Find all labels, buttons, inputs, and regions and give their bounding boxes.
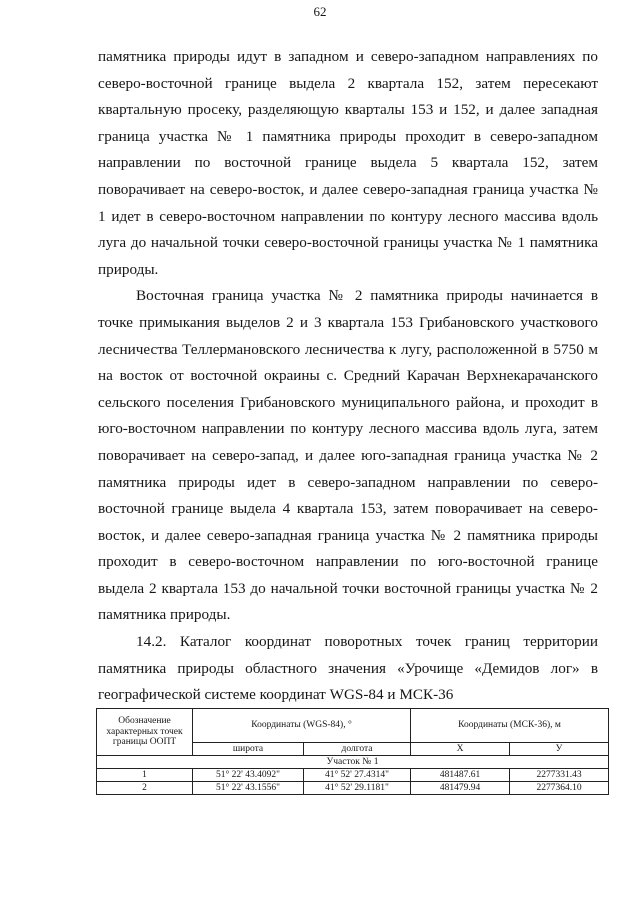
section-heading-14-2: 14.2. Каталог координат поворотных точек границ территории памятника природы областного значения «Урочище «Демидов лог» в географической системе координат WGS-84 и МСК-36	[98, 633, 598, 704]
subheader-lon: долгота	[304, 743, 411, 756]
cell-point: 1	[97, 769, 193, 782]
header-point: Обозначение характерных точек границы ООПТ	[97, 709, 193, 756]
subheader-y: У	[510, 743, 609, 756]
cell-lat: 51° 22' 43.1556"	[193, 782, 304, 795]
coordinates-table	[96, 708, 609, 795]
cell-lon: 41° 52' 27.4314"	[304, 769, 411, 782]
cell-x: 481487.61	[411, 769, 510, 782]
cell-point: 2	[97, 782, 193, 795]
table-header-row	[97, 709, 609, 743]
paragraph-continuation: памятника природы идут в западном и северо-западном направлениях по северо-восточной границе выдела 2 квартала 152, затем пересекают квартальную просеку, разделяющую кварталы 153 и 152, и далее западная граница участка № 1 памятника природы проходит в северо-западном направлении по восточной границе выдела 5 квартала 152, затем поворачивает на северо-восток, и далее северо-западная граница участка № 1 идет в северо-восточном направлении по контуру лесного массива вдоль луга до начальной точки северо-восточной границы участка № 1 памятника природы.	[98, 48, 598, 278]
body-text	[98, 44, 598, 709]
paragraph-east-boundary: Восточная граница участка № 2 памятника природы начинается в точке примыкания выделов 2 и 3 квартала 153 Грибановского участкового лесничества Теллермановского лесничества к лугу, расположенной в 5750 м на восток от восточной окраины с. Средний Карачан Верхнекарачанского сельского поселения Грибановского муниципального района, и проходит в юго-восточном направлении по контуру лесного массива вдоль луга, затем поворачивает на северо-запад, и далее юго-западная граница участка № 2 памятника природы идет в северо-западном направлении по северо-восточной границе выдела 4 квартала 153, затем поворачивает на северо-восток, и далее северо-западная граница участка № 2 памятника природы проходит в северо-восточном направлении по юго-восточной границе выдела 2 квартала 153 до начальной точки восточной границы участка № 2 памятника природы.	[98, 287, 598, 624]
table-section-row	[97, 756, 609, 769]
table-row	[97, 769, 609, 782]
subheader-lat: широта	[193, 743, 304, 756]
table-row	[97, 782, 609, 795]
cell-y: 2277331.43	[510, 769, 609, 782]
cell-lat: 51° 22' 43.4092"	[193, 769, 304, 782]
header-msk: Координаты (МСК-36), м	[411, 709, 609, 743]
cell-lon: 41° 52' 29.1181"	[304, 782, 411, 795]
cell-y: 2277364.10	[510, 782, 609, 795]
cell-x: 481479.94	[411, 782, 510, 795]
section-label: Участок № 1	[97, 756, 609, 769]
header-wgs: Координаты (WGS-84), °	[193, 709, 411, 743]
subheader-x: X	[411, 743, 510, 756]
page-number: 62	[313, 4, 327, 19]
